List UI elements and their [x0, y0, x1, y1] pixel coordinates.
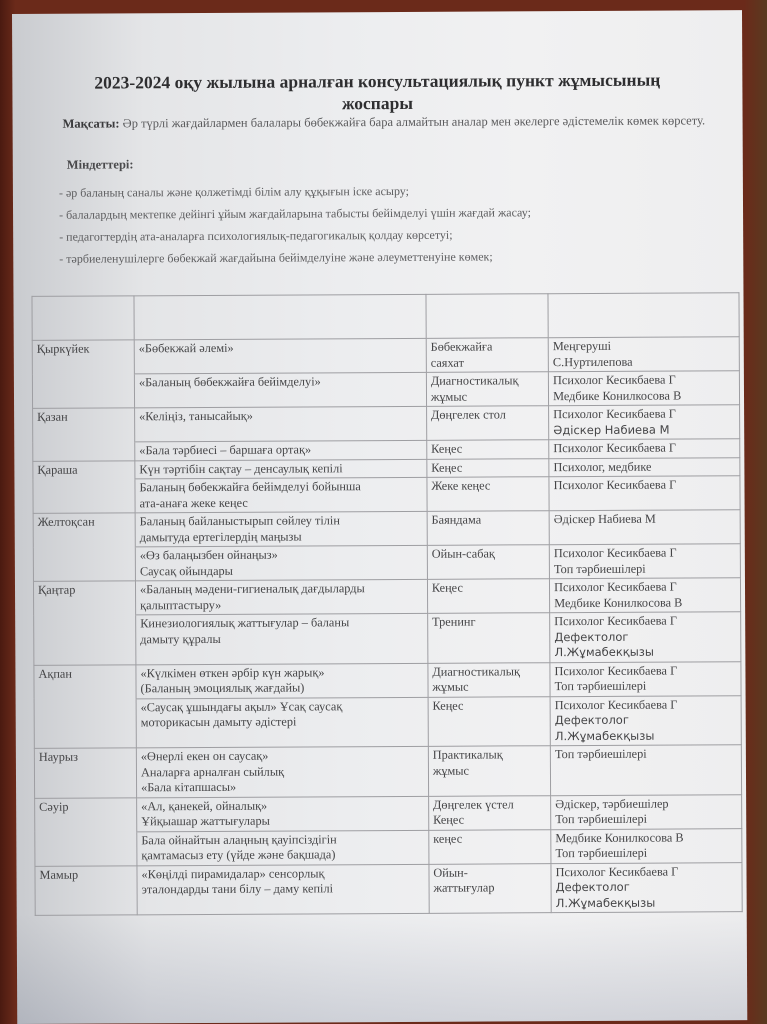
- responsible-cell-line: Психолог Кесикбаева Г: [553, 406, 676, 422]
- form-cell-line: жұмыс: [430, 389, 468, 404]
- topic-cell: [137, 830, 429, 866]
- responsible-cell-line: Әдіскер Набиева М: [553, 511, 656, 527]
- topic-cell-line: Күн тәртібін сақтау – денсаулық кепілі: [139, 460, 343, 476]
- responsible-cell-line: Дефектолог: [554, 629, 629, 644]
- responsible-cell: [548, 337, 739, 372]
- responsible-cell: [550, 745, 741, 795]
- topic-cell: [136, 663, 428, 699]
- responsible-cell-line: Л.Жұмабекқызы: [555, 895, 656, 910]
- task-item: - педагогтердің ата-аналарға психологиялық-педагогикалық қолдау көрсетуі;: [59, 227, 453, 244]
- form-cell-line: Кеңес: [431, 580, 463, 595]
- topic-cell: [135, 406, 427, 442]
- responsible-cell: [550, 695, 741, 745]
- responsible-cell: [551, 828, 742, 863]
- table-row: [35, 862, 742, 915]
- table-row: [35, 828, 742, 866]
- responsible-cell-line: Топ тәрбиешілері: [555, 811, 648, 827]
- month-cell: [32, 374, 134, 409]
- table-row: [33, 544, 740, 582]
- document-title: 2023-2024 оқу жылына арналған консультациялық пункт жұмысының жоспары: [94, 69, 661, 114]
- responsible-cell: [549, 439, 740, 458]
- responsible-cell-line: Топ тәрбиешілері: [554, 678, 647, 694]
- responsible-cell: [549, 405, 740, 440]
- table-row: [34, 612, 741, 665]
- task-item: - әр баланың саналы және қолжетімді білім алу құқығын іске асыру;: [58, 183, 410, 200]
- header-cell: [32, 296, 134, 341]
- topic-cell-line: эталондарды тани білу – даму кепілі: [141, 881, 334, 897]
- table-row: [34, 695, 741, 748]
- form-cell: [427, 511, 549, 546]
- topic-cell: [136, 746, 428, 797]
- form-cell-line: жұмыс: [432, 679, 469, 694]
- month-cell: Қазан: [33, 408, 135, 443]
- responsible-cell-line: Дефектолог: [555, 879, 630, 895]
- topic-cell-line: Баланың бөбекжайға бейімделуі бойынша: [139, 479, 361, 495]
- table-row: [33, 578, 740, 616]
- form-cell-line: Ойын-сабақ: [431, 546, 495, 561]
- table-row: [34, 745, 741, 798]
- responsible-cell: [548, 371, 739, 406]
- form-cell-line: Ойын-: [433, 865, 468, 880]
- table-row: [34, 661, 741, 699]
- topic-cell: [137, 864, 429, 915]
- responsible-cell: [551, 862, 742, 912]
- month-cell: Қыркүйек: [32, 340, 134, 375]
- responsible-cell-line: Медбике Конилкосова В: [554, 594, 683, 610]
- month-cell: Қаңтар: [33, 581, 135, 616]
- responsible-cell: [549, 457, 740, 476]
- topic-cell: [135, 579, 427, 615]
- responsible-cell-line: Психолог Кесикбаева Г: [554, 697, 678, 712]
- form-cell-line: Дөңгелек үстел: [432, 796, 514, 812]
- month-cell: Желтоқсан: [33, 513, 135, 548]
- form-cell-line: жұмыс: [432, 763, 470, 778]
- topic-cell-line: «Өнерлі екен он саусақ»: [140, 748, 269, 764]
- form-cell-line: Кеңес: [431, 460, 463, 475]
- header-cell: [426, 294, 548, 339]
- month-cell: Мамыр: [35, 865, 137, 915]
- responsible-cell-line: Л.Жұмабекқызы: [554, 728, 655, 743]
- topic-cell-line: «Өз балаңызбен ойнаңыз»: [139, 547, 278, 563]
- responsible-cell-line: Әдіскер Набиева М: [553, 422, 670, 437]
- responsible-cell: [550, 661, 741, 696]
- form-cell-line: Баяндама: [431, 512, 482, 527]
- responsible-cell: [549, 476, 740, 511]
- form-cell: [427, 545, 549, 580]
- responsible-cell-line: Психолог Кесикбаева Г: [554, 613, 677, 629]
- topic-cell: [134, 338, 426, 374]
- table-header-row: [32, 293, 739, 341]
- responsible-cell: [550, 578, 741, 613]
- tasks-heading: Міндеттері:: [66, 157, 134, 172]
- responsible-cell-line: Дефектолог: [554, 712, 629, 728]
- responsible-cell-line: Психолог Кесикбаева Г: [555, 864, 679, 879]
- form-cell-line: Диагностикалық: [430, 373, 519, 388]
- month-cell: Наурыз: [34, 748, 136, 798]
- responsible-cell-line: Л.Жұмабекқызы: [554, 644, 655, 660]
- tasks-list: [59, 178, 739, 270]
- topic-cell: [135, 440, 427, 460]
- responsible-cell-line: Меңгеруші: [552, 338, 612, 354]
- topic-cell-line: «Бөбекжай әлемі»: [138, 340, 234, 356]
- topic-cell-line: моторикасын дамыту әдістері: [140, 714, 297, 730]
- responsible-cell-line: Медбике Конилкосова В: [553, 388, 682, 403]
- topic-cell-line: (Баланың эмоциялық жағдайы): [140, 680, 305, 696]
- table-body: [32, 337, 742, 916]
- topic-cell-line: дамыту құралы: [140, 631, 221, 646]
- month-cell: [33, 442, 135, 461]
- form-cell-line: кеңес: [433, 831, 463, 846]
- responsible-cell-line: Психолог Кесикбаева Г: [553, 545, 677, 561]
- form-cell: [427, 458, 549, 477]
- task-item: - балалардың мектепке дейінгі ұйым жағдайларына табысты бейімделуі үшін жағдай жасау;: [59, 205, 531, 222]
- header-cell: [548, 293, 739, 338]
- form-cell: [426, 338, 548, 373]
- responsible-cell-line: Психолог Кесикбаева Г: [553, 440, 677, 456]
- topic-cell: [135, 477, 427, 513]
- topic-cell-line: ата-анаға жеке кеңес: [139, 495, 248, 510]
- table-row: [32, 337, 739, 375]
- responsible-cell-line: Топ тәрбиешілері: [554, 746, 647, 762]
- topic-cell: [134, 372, 426, 408]
- topic-cell-line: Аналарға арналған сыйлық: [140, 764, 285, 779]
- form-cell: [429, 863, 551, 913]
- topic-cell-line: Баланың байланыстырып сөйлеу тілін: [139, 513, 340, 529]
- month-cell: Ақпан: [34, 664, 136, 699]
- topic-cell-line: Саусақ ойындары: [139, 563, 233, 578]
- responsible-cell-line: Топ тәрбиешілері: [555, 845, 648, 861]
- form-cell: [428, 795, 550, 830]
- responsible-cell-line: Психолог Кесикбаева Г: [553, 477, 677, 493]
- table-row: [32, 371, 739, 409]
- topic-cell-line: қамтамасыз ету (үйде және бақшада): [141, 847, 336, 863]
- topic-cell-line: «Бала кітапшасы»: [141, 779, 237, 795]
- month-cell: [33, 479, 135, 514]
- form-cell-line: Жеке кеңес: [431, 478, 491, 493]
- plan-table: [31, 292, 742, 916]
- goal-paragraph: [63, 110, 723, 133]
- responsible-cell-line: Психолог Кесикбаева Г: [554, 579, 677, 595]
- month-cell: [34, 698, 136, 748]
- form-cell-line: саяхат: [430, 355, 464, 370]
- topic-cell: [135, 459, 427, 479]
- responsible-cell-line: Психолог Кесикбаева Г: [552, 372, 676, 388]
- paper-sheet: [12, 10, 747, 1024]
- form-cell-line: Практикалық: [432, 747, 503, 762]
- topic-cell: [135, 511, 427, 547]
- goal-label: Мақсаты:: [62, 116, 120, 131]
- responsible-cell-line: Психолог Кесикбаева Г: [554, 663, 678, 678]
- responsible-cell-line: Медбике Конилкосова В: [555, 829, 684, 845]
- form-cell: [428, 662, 550, 697]
- table-row: [33, 510, 740, 548]
- form-cell: [427, 579, 549, 614]
- responsible-cell: [550, 612, 741, 662]
- form-cell-line: Кеңес: [431, 441, 463, 456]
- form-cell: [428, 746, 550, 796]
- form-cell: [426, 406, 548, 441]
- topic-cell: [136, 613, 428, 664]
- form-cell-line: жаттығулар: [433, 880, 495, 895]
- responsible-cell-line: Әдіскер, тәрбиешілер: [555, 796, 669, 811]
- goal-text: Әр түрлі жағдайлармен балалары бөбекжайға бара алмайтын аналар мен әкелерге әдістемелік көмек көрсету.: [122, 113, 706, 131]
- responsible-cell-line: Психолог, медбике: [553, 459, 652, 474]
- topic-cell-line: Ұйқыашар жаттығулары: [141, 813, 270, 829]
- form-cell: [428, 613, 550, 663]
- topic-cell-line: «Баланың мәдени-гигиеналық дағдыларды: [139, 581, 365, 597]
- form-cell-line: Дөңгелек стол: [430, 407, 506, 422]
- form-cell: [426, 372, 548, 407]
- topic-cell-line: Бала ойнайтын алаңның қауіпсіздігін: [141, 831, 337, 847]
- form-cell: [427, 477, 549, 512]
- topic-cell-line: «Саусақ ұшындағы ақыл» Ұсақ саусақ: [140, 698, 343, 714]
- topic-cell-line: «Келіңіз, танысайық»: [139, 408, 253, 424]
- form-cell: [428, 696, 550, 746]
- topic-cell-line: «Күлкімен өткен әрбір күн жарық»: [140, 664, 325, 680]
- header-cell: [134, 294, 426, 340]
- table-row: [35, 794, 742, 832]
- month-cell: [33, 547, 135, 582]
- responsible-cell: [549, 544, 740, 579]
- topic-cell-line: «Баланың бөбекжайға бейімделуі»: [138, 374, 321, 390]
- table-row: [33, 476, 740, 514]
- month-cell: [35, 831, 137, 866]
- form-cell-line: Кеңес: [432, 698, 464, 713]
- responsible-cell: [551, 794, 742, 829]
- month-cell: Сәуір: [35, 797, 137, 832]
- task-item: - тәрбиеленушілерге бөбекжай жағдайына бейімделуіне және әлеуметтенуіне көмек;: [59, 249, 493, 266]
- form-cell: [429, 829, 551, 864]
- form-cell-line: Тренинг: [432, 614, 476, 629]
- topic-cell-line: дамытуда ертегілердің маңызы: [139, 528, 302, 544]
- responsible-cell-line: С.Нуртилепова: [552, 354, 633, 369]
- topic-cell-line: «Ал, қанекей, ойналық»: [141, 798, 268, 813]
- form-cell-line: Кеңес: [433, 812, 465, 827]
- topic-cell: [136, 697, 428, 748]
- form-cell-line: Бөбекжайға: [430, 339, 493, 354]
- month-cell: Қараша: [33, 460, 135, 479]
- form-cell: [427, 440, 549, 459]
- topic-cell-line: Кинезиологиялық жаттығулар – баланы: [140, 615, 350, 631]
- form-cell-line: Диагностикалық: [432, 663, 521, 679]
- responsible-cell-line: Топ тәрбиешілері: [553, 561, 646, 576]
- topic-cell-line: қалыптастыру»: [140, 597, 222, 612]
- month-cell: [34, 615, 136, 665]
- topic-cell: [137, 796, 429, 832]
- topic-cell: [135, 545, 427, 581]
- topic-cell-line: «Бала тәрбиесі – баршаға ортақ»: [139, 442, 312, 458]
- responsible-cell: [549, 510, 740, 545]
- topic-cell-line: «Көңілді пирамидалар» сенсорлық: [141, 865, 325, 881]
- table-row: [33, 405, 740, 443]
